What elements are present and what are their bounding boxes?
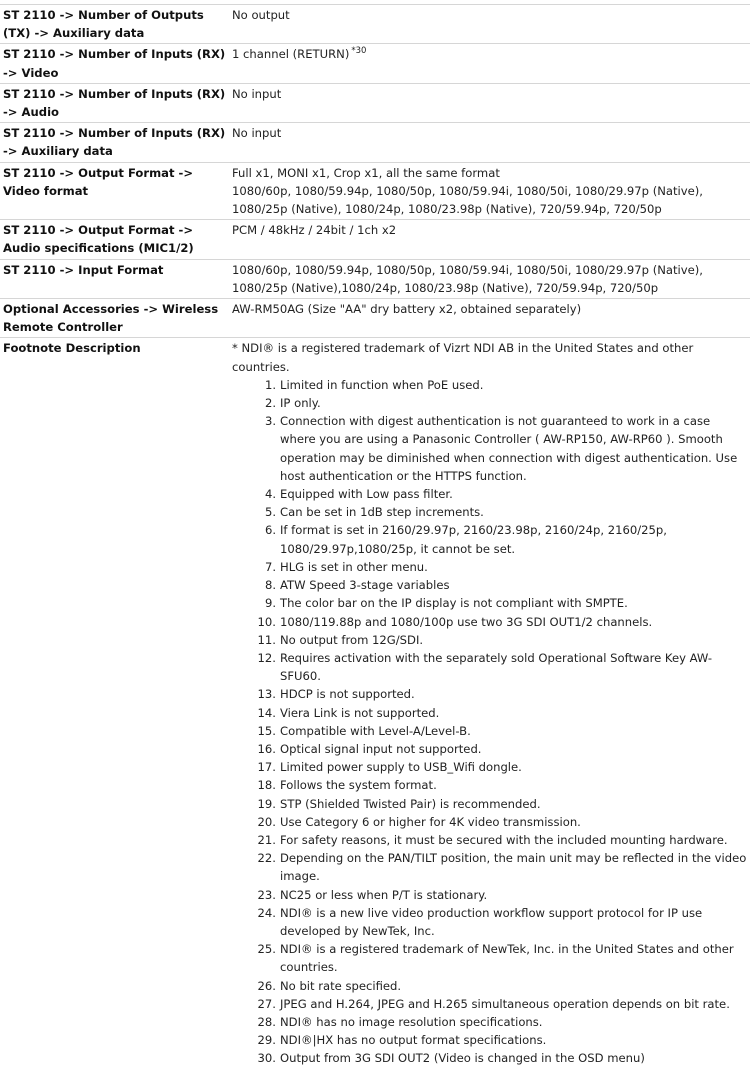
spec-value [229,44,750,83]
footnote-item [257,613,748,631]
spec-row [0,299,750,338]
footnote-number: 11. [257,632,276,647]
spec-key: ST 2110 -> Output Format -> Video format [0,162,229,220]
footnote-text: Follows the system format. [280,778,437,793]
footnote-text: Limited in function when PoE used. [280,377,484,392]
footnote-item [257,813,748,831]
footnote-text: NDI®|HX has no output format specifications. [280,1033,547,1048]
footnote-item [257,995,748,1013]
spec-table [0,4,750,1069]
footnote-text: If format is set in 2160/29.97p, 2160/23.98p, 2160/24p, 2160/25p, 1080/29.97p,1080/25p, it cannot be set. [280,523,667,556]
spec-row [0,5,750,44]
footnote-number: 8. [264,578,276,593]
spec-value [229,299,750,338]
footnote-number: 19. [257,796,276,811]
footnote-text: Connection with digest authentication is not guaranteed to work in a case where you are using a Panasonic Controller ( AW-RP150, AW-RP60 ). Smooth operation may be diminished when connection with digest authentication. Use host authentication or the HTTPS function. [280,414,738,483]
footnote-number: 30. [257,1051,276,1066]
footnote-item [257,740,748,758]
footnote-number: 4. [264,487,276,502]
footnote-key: Footnote Description [0,338,229,1069]
footnote-number: 16. [257,741,276,756]
footnote-number: 28. [257,1014,276,1029]
footnote-number: 21. [257,832,276,847]
spec-value [229,5,750,44]
footnote-item [257,649,748,685]
footnote-item [257,886,748,904]
footnote-text: Output from 3G SDI OUT2 (Video is changed in the OSD menu) [280,1051,645,1066]
footnote-text: Use Category 6 or higher for 4K video transmission. [280,814,581,829]
footnote-number: 7. [264,559,276,574]
spec-value [229,162,750,220]
footnote-text: No bit rate specified. [280,978,402,993]
spec-row [0,123,750,162]
footnote-number: 18. [257,778,276,793]
footnote-text: Viera Link is not supported. [280,705,440,720]
spec-value-line: Full x1, MONI x1, Crop x1, all the same format [232,165,500,180]
footnote-item [257,831,748,849]
footnote-item [264,503,748,521]
spec-key: ST 2110 -> Number of Outputs (TX) -> Auxiliary data [0,5,229,44]
footnote-text: NC25 or less when P/T is stationary. [280,887,488,902]
footnote-text: NDI® is a new live video production workflow support protocol for IP use developed by NewTek, Inc. [280,905,703,938]
footnote-number: 5. [264,505,276,520]
footnote-item [257,977,748,995]
spec-value [229,83,750,122]
spec-table-body [0,5,750,1069]
footnote-text: Equipped with Low pass filter. [280,487,453,502]
footnote-item [257,722,748,740]
spec-row [0,162,750,220]
footnote-number: 6. [264,523,276,538]
spec-row [0,83,750,122]
spec-row [0,220,750,259]
footnote-number: 13. [257,687,276,702]
spec-value-line: 1080/60p, 1080/59.94p, 1080/50p, 1080/59.94i, 1080/50i, 1080/29.97p (Native), 1080/25p (Native),1080/24p, 1080/23.98p (Native), 720/59.94p, 720/50p [232,262,703,295]
footnote-number: 25. [257,942,276,957]
footnote-number: 1. [264,377,276,392]
footnote-item [264,485,748,503]
footnote-number: 24. [257,905,276,920]
footnote-number: 17. [257,760,276,775]
footnote-item [257,795,748,813]
footnote-text: Compatible with Level-A/Level-B. [280,723,471,738]
spec-key: ST 2110 -> Output Format -> Audio specifications (MIC1/2) [0,220,229,259]
footnote-number: 22. [257,851,276,866]
footnote-number: 12. [257,650,276,665]
footnote-item [264,521,748,557]
spec-value [229,220,750,259]
spec-value-line: No output [232,8,290,22]
footnote-item [264,576,748,594]
footnote-text: HLG is set in other menu. [280,559,428,574]
footnote-text: HDCP is not supported. [280,687,415,702]
footnote-text: Optical signal input not supported. [280,741,482,756]
footnote-number: 14. [257,705,276,720]
footnote-number: 23. [257,887,276,902]
footnote-text: NDI® has no image resolution specifications. [280,1014,543,1029]
spec-value-text: 1 channel (RETURN) [232,47,350,62]
footnote-row [0,338,750,1069]
footnote-value [229,338,750,1069]
footnote-text: IP only. [280,396,321,411]
spec-row [0,259,750,298]
footnote-text: Requires activation with the separately sold Operational Software Key AW-SFU60. [280,650,713,684]
footnote-number: 20. [257,814,276,829]
spec-row [0,44,750,83]
spec-key: ST 2110 -> Number of Inputs (RX) -> Video [0,44,229,83]
footnote-item [257,776,748,794]
footnote-item [264,412,748,485]
footnote-item [257,1049,748,1067]
spec-value-line: 1080/60p, 1080/59.94p, 1080/50p, 1080/59.94i, 1080/50i, 1080/29.97p (Native), 1080/25p (Native), 1080/24p, 1080/23.98p (Native), 720/59.94p, 720/50p [232,183,703,217]
footnote-number: 27. [257,996,276,1011]
footnote-text: JPEG and H.264, JPEG and H.265 simultaneous operation depends on bit rate. [280,996,730,1011]
spec-value-line: No input [232,86,282,101]
footnote-text: STP (Shielded Twisted Pair) is recommended. [280,796,541,811]
footnote-number: 2. [264,396,276,411]
footnote-text: Can be set in 1dB step increments. [280,505,484,520]
footnote-number: 29. [257,1033,276,1048]
spec-key: Optional Accessories -> Wireless Remote Controller [0,299,229,338]
footnote-item [264,376,748,394]
footnote-item [257,1031,748,1049]
spec-key: ST 2110 -> Input Format [0,259,229,298]
footnote-text: Limited power supply to USB_Wifi dongle. [280,760,522,775]
spec-value [229,259,750,298]
spec-value-line: AW-RM50AG (Size "AA" dry battery x2, obtained separately) [232,302,582,317]
footnote-item [257,904,748,940]
footnote-number: 15. [257,723,276,738]
footnote-reference: *30 [351,46,367,57]
footnote-text: No output from 12G/SDI. [280,632,424,647]
footnote-number: 3. [264,414,276,429]
footnote-number: 10. [257,614,276,629]
footnote-list [232,376,748,1068]
footnote-item [257,1013,748,1031]
footnote-intro: * NDI® is a registered trademark of Vizrt NDI AB in the United States and other countries. [232,341,694,374]
footnote-item [264,394,748,412]
spec-value-line [232,45,748,63]
spec-key: ST 2110 -> Number of Inputs (RX) -> Auxiliary data [0,123,229,162]
spec-value-line: No input [232,126,282,141]
spec-value-line: PCM / 48kHz / 24bit / 1ch x2 [232,223,397,238]
footnote-item [257,704,748,722]
footnote-number: 9. [264,596,276,611]
footnote-item [257,849,748,885]
footnote-item [257,940,748,976]
footnote-number: 26. [257,978,276,993]
footnote-text: NDI® is a registered trademark of NewTek, Inc. in the United States and other countries. [280,942,734,975]
footnote-item [264,594,748,612]
footnote-item [257,631,748,649]
footnote-item [257,758,748,776]
footnote-text: The color bar on the IP display is not compliant with SMPTE. [280,596,628,611]
footnote-text: 1080/119.88p and 1080/100p use two 3G SDI OUT1/2 channels. [280,614,653,629]
footnote-text: For safety reasons, it must be secured with the included mounting hardware. [280,832,728,847]
footnote-text: Depending on the PAN/TILT position, the main unit may be reflected in the video image. [280,851,747,884]
spec-key: ST 2110 -> Number of Inputs (RX) -> Audio [0,83,229,122]
footnote-item [264,558,748,576]
footnote-item [257,685,748,703]
spec-value [229,123,750,162]
footnote-text: ATW Speed 3-stage variables [280,578,450,593]
